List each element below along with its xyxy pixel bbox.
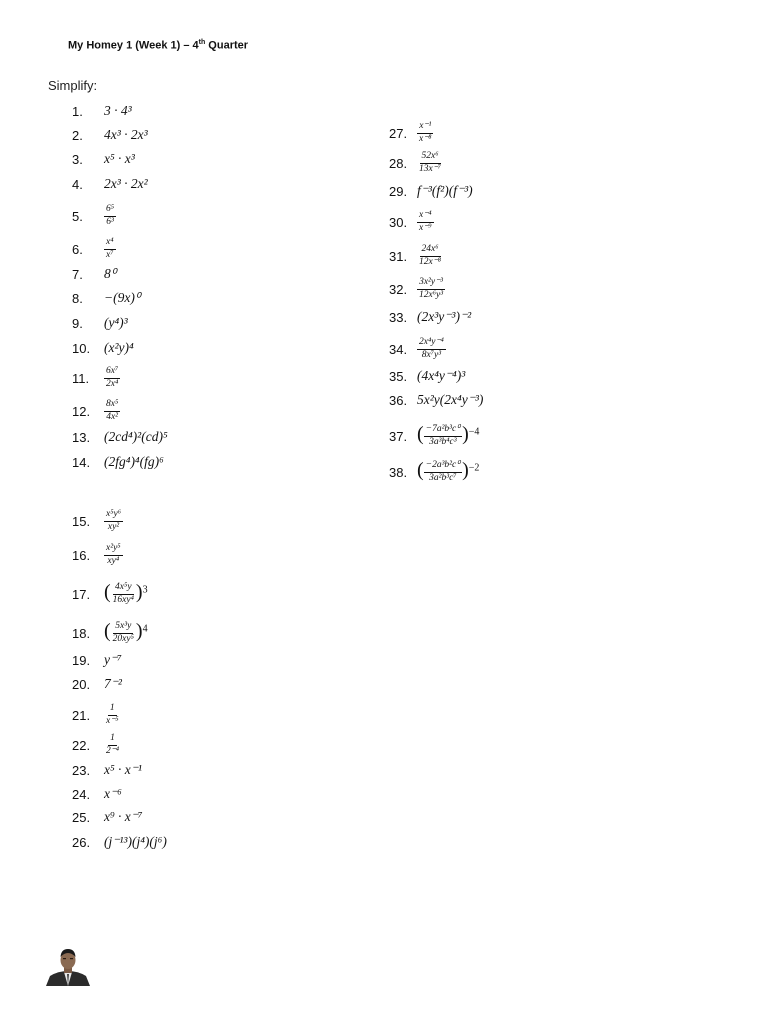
problem-expression xyxy=(417,211,434,234)
problem-number: 31. xyxy=(389,248,408,264)
problem-number: 3. xyxy=(72,151,83,167)
denominator: 8x⁷y³ xyxy=(421,349,442,360)
numerator: x⁴ xyxy=(104,238,116,250)
problem-number: 11. xyxy=(72,370,90,386)
problem-expression xyxy=(104,582,148,606)
problem-number: 1. xyxy=(72,103,83,119)
problem-expression xyxy=(104,205,116,228)
problem-expression xyxy=(104,734,121,757)
problem-20 xyxy=(72,676,122,692)
fraction xyxy=(111,622,136,645)
problem-expression xyxy=(104,238,116,261)
denominator: 3a²b³c⁷ xyxy=(429,473,457,484)
problem-expression xyxy=(417,338,446,361)
numerator: 1 xyxy=(108,704,117,716)
author-photo xyxy=(44,946,92,986)
fraction xyxy=(104,238,116,261)
numerator: 52x⁶ xyxy=(420,152,441,164)
problem-28 xyxy=(389,152,443,175)
problem-expression: x⁻⁶ xyxy=(104,786,122,801)
problem-number: 20. xyxy=(72,676,91,692)
problem-8 xyxy=(72,290,140,306)
denominator: 20xy⁵ xyxy=(112,634,134,645)
problem-21 xyxy=(72,704,121,727)
problem-30 xyxy=(389,211,434,234)
problem-23 xyxy=(72,762,142,778)
problem-number: 28. xyxy=(389,155,408,171)
denominator: 3a³b⁴c³ xyxy=(429,437,457,448)
problem-expression: f⁻³(f²)(f⁻³) xyxy=(417,183,473,198)
numerator: 4x⁵y xyxy=(113,583,134,595)
problem-number: 7. xyxy=(72,266,83,282)
outer-exponent: 3 xyxy=(142,584,148,596)
outer-exponent: −2 xyxy=(468,462,480,474)
problem-number: 19. xyxy=(72,652,91,668)
problem-17 xyxy=(72,582,148,606)
problem-expression xyxy=(417,424,479,448)
fraction xyxy=(111,583,136,606)
worksheet-title: My Homey 1 (Week 1) – 4th Quarter xyxy=(68,39,249,52)
problem-expression xyxy=(104,704,121,727)
problem-expression: (4x⁴y⁻⁴)³ xyxy=(417,368,466,383)
numerator: 6x⁷ xyxy=(104,367,120,379)
fraction xyxy=(424,425,462,448)
numerator: −7a²b³c⁰ xyxy=(424,425,462,437)
left-paren: ( xyxy=(104,620,111,642)
problem-18 xyxy=(72,621,148,645)
numerator: x⁻¹ xyxy=(417,122,433,134)
problem-11 xyxy=(72,367,120,390)
left-paren: ( xyxy=(104,581,111,603)
problem-number: 27. xyxy=(389,125,408,141)
problem-32 xyxy=(389,278,445,301)
problem-16 xyxy=(72,544,123,567)
denominator: 4x² xyxy=(106,411,119,422)
fraction xyxy=(417,122,434,145)
problem-expression: 8⁰ xyxy=(104,266,117,281)
problem-number: 2. xyxy=(72,127,83,143)
problem-expression: (2cd⁴)²(cd)⁵ xyxy=(104,429,168,444)
left-paren: ( xyxy=(417,459,424,481)
problem-expression xyxy=(417,122,434,145)
numerator: x⁻⁴ xyxy=(417,211,434,223)
problem-number: 8. xyxy=(72,290,83,306)
problem-expression: (j⁻¹³)(j⁴)(j⁶) xyxy=(104,834,167,849)
problem-expression: x⁵ · x³ xyxy=(104,151,135,166)
fraction xyxy=(417,245,443,268)
problem-25 xyxy=(72,809,143,825)
problem-number: 26. xyxy=(72,834,91,850)
fraction xyxy=(104,367,120,390)
problem-number: 13. xyxy=(72,429,91,445)
problem-number: 35. xyxy=(389,368,408,384)
problem-expression xyxy=(104,544,123,567)
problem-number: 21. xyxy=(72,707,91,723)
problem-29 xyxy=(389,183,473,199)
denominator: x⁷ xyxy=(106,249,114,260)
right-paren: ) xyxy=(135,620,143,642)
problem-expression xyxy=(104,510,123,533)
problem-expression xyxy=(417,460,479,484)
denominator: 12x⁻⁸ xyxy=(419,256,442,267)
denominator: xy⁴ xyxy=(107,555,120,566)
problem-number: 34. xyxy=(389,341,408,357)
problem-15 xyxy=(72,510,123,533)
problem-number: 23. xyxy=(72,762,91,778)
denominator: x⁻⁵ xyxy=(106,715,119,726)
problem-expression: 2x³ · 2x² xyxy=(104,176,148,191)
problem-14 xyxy=(72,454,164,470)
numerator: x²y⁵ xyxy=(104,544,123,556)
numerator: 5x³y xyxy=(113,622,133,634)
instruction-text: Simplify: xyxy=(48,78,98,93)
problem-27 xyxy=(389,122,434,145)
problem-number: 32. xyxy=(389,281,408,297)
numerator: 6⁵ xyxy=(104,205,116,217)
problem-number: 6. xyxy=(72,241,83,257)
problem-expression: (2x³y⁻³)⁻² xyxy=(417,309,472,324)
problem-expression: −(9x)⁰ xyxy=(104,290,141,305)
problem-expression xyxy=(417,152,443,175)
problem-number: 10. xyxy=(72,340,91,356)
fraction xyxy=(424,461,462,484)
problem-number: 12. xyxy=(72,403,91,419)
denominator: xy² xyxy=(107,521,120,532)
problem-3 xyxy=(72,151,135,167)
numerator: −2a³b²c⁰ xyxy=(424,461,462,473)
left-paren: ( xyxy=(417,423,424,445)
problem-number: 25. xyxy=(72,809,91,825)
numerator: 24x⁶ xyxy=(420,245,441,257)
fraction xyxy=(417,338,446,361)
numerator: 8x⁵ xyxy=(104,400,120,412)
problem-10 xyxy=(72,340,134,356)
problem-38 xyxy=(389,460,479,484)
problem-36 xyxy=(389,392,483,408)
problem-expression: (2fg⁴)⁴(fg)⁶ xyxy=(104,454,164,469)
problem-1 xyxy=(72,103,132,119)
problem-number: 37. xyxy=(389,428,408,444)
problem-number: 4. xyxy=(72,176,83,192)
denominator: 13x⁻⁷ xyxy=(419,163,442,174)
outer-exponent: −4 xyxy=(468,426,480,438)
problem-expression: 5x²y(2x⁴y⁻³) xyxy=(417,392,484,407)
problem-4 xyxy=(72,176,148,192)
problem-number: 30. xyxy=(389,214,408,230)
problem-expression: 7⁻² xyxy=(104,676,122,691)
problem-number: 22. xyxy=(72,737,91,753)
problem-expression: 3 · 4³ xyxy=(104,103,132,118)
problem-expression xyxy=(104,400,120,423)
problem-expression: y⁻⁷ xyxy=(104,652,122,667)
fraction xyxy=(104,510,123,533)
problem-7 xyxy=(72,266,116,282)
numerator: 1 xyxy=(108,734,117,746)
numerator: x⁵y⁶ xyxy=(104,510,123,522)
right-paren: ) xyxy=(462,459,469,481)
problem-5 xyxy=(72,205,116,228)
problem-6 xyxy=(72,238,116,261)
denominator: 2x⁴ xyxy=(106,378,119,389)
fraction xyxy=(104,734,121,757)
problem-24 xyxy=(72,786,122,802)
problem-19 xyxy=(72,652,122,668)
denominator: x⁻⁹ xyxy=(419,222,432,233)
problem-number: 5. xyxy=(72,208,83,224)
problem-26 xyxy=(72,834,167,850)
problem-expression xyxy=(104,621,148,645)
problem-13 xyxy=(72,429,168,445)
denominator: 16xy⁴ xyxy=(112,595,134,606)
fraction xyxy=(104,205,116,228)
numerator: 2x⁴y⁻⁴ xyxy=(417,338,446,350)
fraction xyxy=(104,704,121,727)
fraction xyxy=(417,211,434,234)
problem-31 xyxy=(389,245,443,268)
problem-number: 38. xyxy=(389,464,408,480)
problem-35 xyxy=(389,368,465,384)
problem-22 xyxy=(72,734,121,757)
fraction xyxy=(417,152,443,175)
problem-number: 16. xyxy=(72,547,91,563)
outer-exponent: 4 xyxy=(142,623,148,635)
problem-number: 14. xyxy=(72,454,91,470)
fraction xyxy=(417,278,445,301)
problem-number: 17. xyxy=(72,586,91,602)
problem-expression: 4x³ · 2x³ xyxy=(104,127,148,142)
fraction xyxy=(104,400,120,423)
problem-number: 33. xyxy=(389,309,408,325)
problem-number: 15. xyxy=(72,513,91,529)
fraction xyxy=(104,544,123,567)
problem-expression xyxy=(104,367,120,390)
problem-37 xyxy=(389,424,479,448)
right-paren: ) xyxy=(462,423,469,445)
problem-expression: x⁹ · x⁻⁷ xyxy=(104,809,143,824)
problem-12 xyxy=(72,400,120,423)
denominator: 6³ xyxy=(106,216,114,227)
problem-number: 36. xyxy=(389,392,408,408)
problem-9 xyxy=(72,315,128,331)
problem-expression: (y⁴)³ xyxy=(104,315,128,330)
problem-number: 24. xyxy=(72,786,91,802)
problem-2 xyxy=(72,127,148,143)
problem-expression xyxy=(417,245,443,268)
denominator: x⁻⁸ xyxy=(419,133,432,144)
problem-33 xyxy=(389,309,471,325)
problem-number: 18. xyxy=(72,625,91,641)
denominator: 12x⁶y³ xyxy=(419,289,444,300)
problem-expression xyxy=(417,278,445,301)
problem-expression: (x²y)⁴ xyxy=(104,340,134,355)
denominator: 2⁻⁴ xyxy=(106,745,120,756)
problem-number: 9. xyxy=(72,315,83,331)
problem-expression: x⁵ · x⁻¹ xyxy=(104,762,142,777)
numerator: 3x²y⁻³ xyxy=(417,278,445,290)
problem-number: 29. xyxy=(389,183,408,199)
right-paren: ) xyxy=(135,581,143,603)
problem-34 xyxy=(389,338,446,361)
